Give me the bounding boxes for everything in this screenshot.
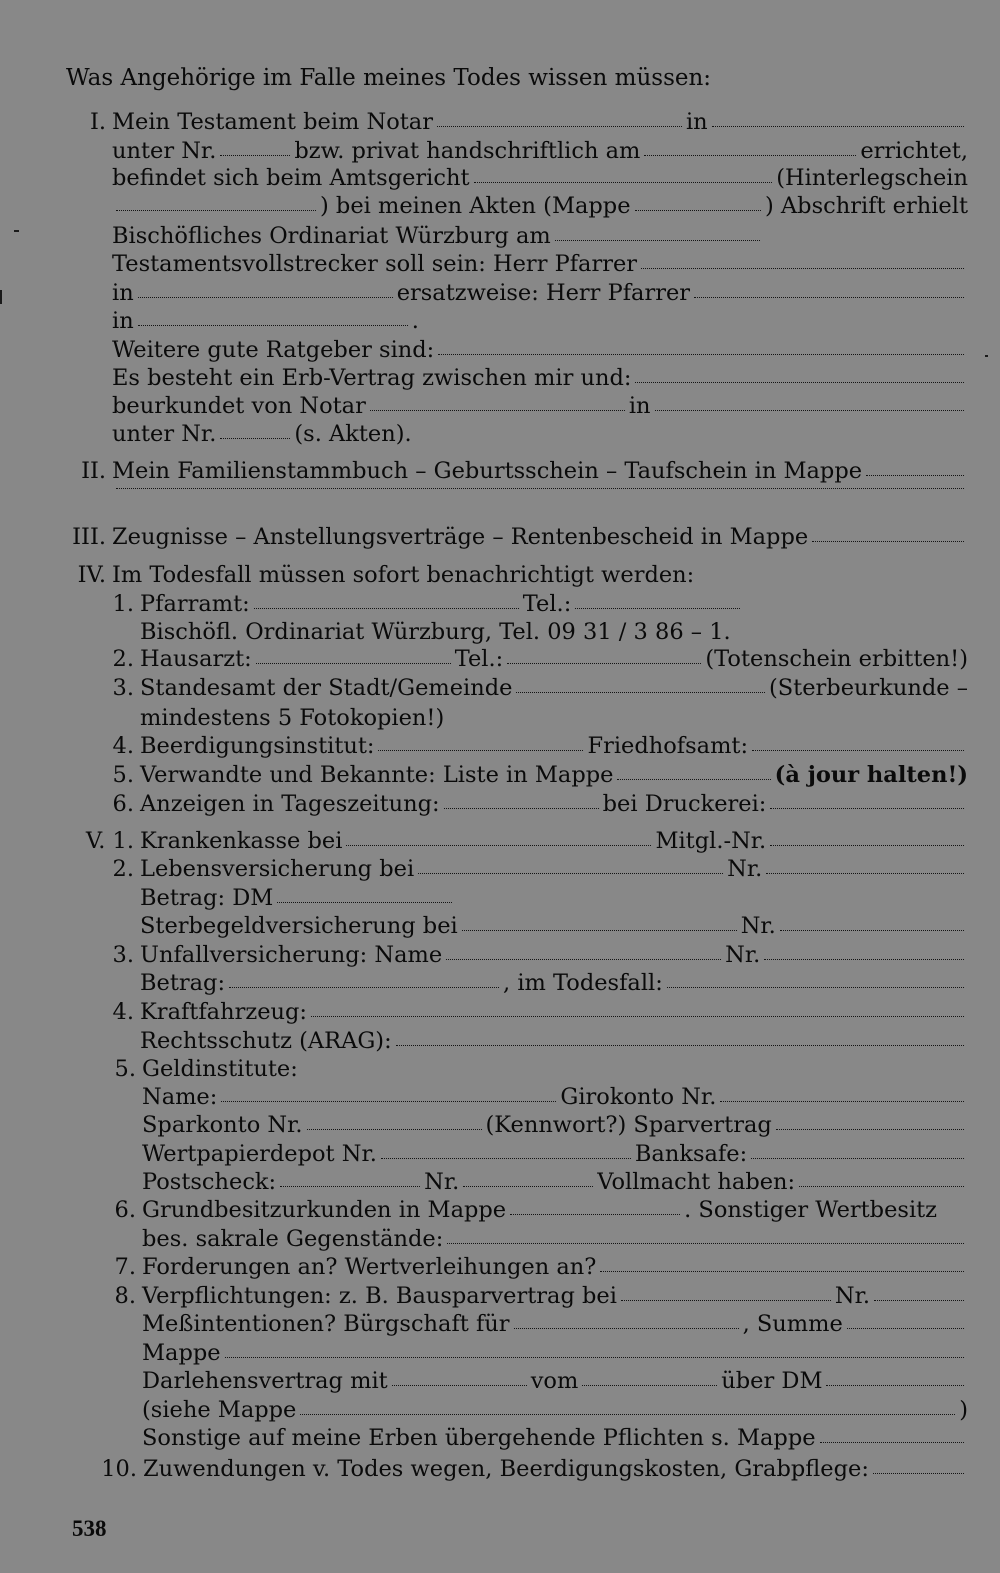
item-number: 10. xyxy=(101,1456,137,1482)
form-text: Nr. xyxy=(424,1169,460,1195)
form-text: (Hinterlegschein xyxy=(776,165,968,191)
item-number: 7. xyxy=(114,1254,136,1280)
blank-fill-line[interactable] xyxy=(221,1101,556,1102)
form-text: . Sonstiger Wertbesitz xyxy=(684,1197,938,1223)
blank-fill-line[interactable] xyxy=(641,268,964,269)
blank-fill-line[interactable] xyxy=(220,438,290,439)
form-text: Lebensversicherung bei xyxy=(140,856,415,882)
item-number: 3. xyxy=(112,675,134,701)
form-text: Unfallversicherung: Name xyxy=(140,942,443,968)
form-line xyxy=(112,490,968,519)
form-text: Sterbegeldversicherung bei xyxy=(140,913,458,939)
form-line xyxy=(142,1424,968,1453)
blank-fill-line[interactable] xyxy=(770,845,964,846)
form-line xyxy=(114,1282,968,1311)
form-text: Mein Familienstammbuch – Geburtsschein – Taufschein in Mappe xyxy=(112,458,863,484)
form-line xyxy=(85,827,968,856)
form-text: Beerdigungsinstitut: xyxy=(140,733,375,759)
blank-fill-line[interactable] xyxy=(396,1045,964,1046)
blank-fill-line[interactable] xyxy=(220,155,290,156)
form-text: Forderungen an? Wertverleihungen an? xyxy=(142,1254,597,1280)
scan-speck xyxy=(985,355,988,357)
blank-fill-line[interactable] xyxy=(780,930,964,931)
form-text: Friedhofsamt: xyxy=(587,733,749,759)
form-text: über DM xyxy=(721,1368,823,1394)
form-line xyxy=(112,222,968,251)
form-text: in xyxy=(112,280,134,306)
form-text: , im Todesfall: xyxy=(503,970,663,996)
form-text: Nr. xyxy=(725,942,761,968)
blank-fill-line[interactable] xyxy=(311,1016,964,1017)
scan-speck xyxy=(0,290,2,304)
form-line xyxy=(142,1083,968,1112)
form-text: Weitere gute Ratgeber sind: xyxy=(112,337,435,363)
form-text: bei Druckerei: xyxy=(602,791,767,817)
blank-fill-line[interactable] xyxy=(575,608,740,609)
form-text: Nr. xyxy=(740,913,776,939)
item-number: 4. xyxy=(112,999,134,1025)
form-text: Verpflichtungen: z. B. Bausparvertrag bei xyxy=(142,1283,617,1309)
form-text: (Kennwort?) Sparvertrag xyxy=(485,1112,772,1138)
form-text: in xyxy=(628,393,651,419)
form-text: (siehe Mappe xyxy=(142,1397,297,1423)
item-number: 5. xyxy=(114,1056,136,1082)
form-text: ) bei meinen Akten (Mappe xyxy=(320,193,631,219)
form-text: unter Nr. xyxy=(112,421,217,447)
form-text: Name: xyxy=(142,1084,218,1110)
blank-fill-line[interactable] xyxy=(437,126,682,127)
form-line xyxy=(142,1310,968,1339)
form-line xyxy=(89,108,968,137)
form-line xyxy=(72,523,968,552)
form-text: (à jour halten!) xyxy=(774,762,968,788)
form-text: Zuwendungen v. Todes wegen, Beerdigungskosten, Grabpflege: xyxy=(143,1456,869,1482)
blank-fill-line[interactable] xyxy=(617,779,770,780)
blank-fill-line[interactable] xyxy=(256,663,451,664)
form-text: ) xyxy=(959,1397,968,1423)
blank-fill-line[interactable] xyxy=(873,1473,964,1474)
form-text: Mappe xyxy=(142,1340,221,1366)
form-text: Betrag: xyxy=(140,970,226,996)
form-text: Meßintentionen? Bürgschaft für xyxy=(142,1311,510,1337)
blank-fill-line[interactable] xyxy=(277,902,452,903)
blank-fill-line[interactable] xyxy=(370,410,625,411)
blank-fill-line[interactable] xyxy=(510,1214,680,1215)
blank-fill-line[interactable] xyxy=(438,354,964,355)
blank-fill-line[interactable] xyxy=(307,1129,482,1130)
form-text: (Sterbeurkunde – xyxy=(768,675,968,701)
item-number: 5. xyxy=(112,762,134,788)
form-text: Mein Testament beim Notar xyxy=(112,109,433,135)
form-line xyxy=(101,1455,968,1484)
form-text: Testamentsvollstrecker soll sein: Herr Pfarrer xyxy=(112,251,638,277)
form-line xyxy=(112,761,968,790)
form-line xyxy=(142,1367,968,1396)
form-line xyxy=(142,1339,968,1368)
form-text: Girokonto Nr. xyxy=(560,1084,717,1110)
item-number: I. xyxy=(89,109,106,135)
form-line xyxy=(114,1055,968,1084)
form-text: Zeugnisse – Anstellungsverträge – Rentenbescheid in Mappe xyxy=(112,524,809,550)
form-text: unter Nr. xyxy=(112,138,217,164)
blank-fill-line[interactable] xyxy=(820,1442,964,1443)
blank-fill-line[interactable] xyxy=(463,1186,593,1187)
form-text: Wertpapierdepot Nr. xyxy=(142,1141,377,1167)
blank-fill-line[interactable] xyxy=(138,297,393,298)
form-text: Nr. xyxy=(727,856,763,882)
form-line xyxy=(112,590,968,619)
blank-fill-line[interactable] xyxy=(444,808,599,809)
form-text: Bischöfl. Ordinariat Würzburg, Tel. 09 31 / 3 86 – 1. xyxy=(140,619,731,645)
blank-fill-line[interactable] xyxy=(254,608,519,609)
blank-fill-line[interactable] xyxy=(516,692,765,693)
blank-fill-line[interactable] xyxy=(752,750,964,751)
form-text: befindet sich beim Amtsgericht xyxy=(112,165,470,191)
item-number: II. xyxy=(81,458,106,484)
form-text: Hausarzt: xyxy=(140,646,252,672)
form-line xyxy=(140,884,968,913)
form-line xyxy=(142,1111,968,1140)
form-line xyxy=(140,969,968,998)
form-text: Mitgl.-Nr. xyxy=(655,828,767,854)
form-text: bes. sakrale Gegenstände: xyxy=(142,1226,444,1252)
blank-fill-line[interactable] xyxy=(635,210,761,211)
form-text: errichtet, xyxy=(860,138,968,164)
form-line xyxy=(81,457,968,486)
form-text: Im Todesfall müssen sofort benachrichtigt werden: xyxy=(112,562,695,588)
blank-fill-line[interactable] xyxy=(582,1385,717,1386)
form-line xyxy=(140,704,968,733)
form-line xyxy=(112,790,968,819)
form-line xyxy=(112,732,968,761)
item-number: 4. xyxy=(112,733,134,759)
blank-fill-line[interactable] xyxy=(300,1414,955,1415)
form-line xyxy=(112,279,968,308)
form-line xyxy=(140,618,968,647)
form-line xyxy=(112,164,968,193)
form-text: Krankenkasse bei xyxy=(140,828,343,854)
blank-fill-line[interactable] xyxy=(229,987,499,988)
form-text: Anzeigen in Tageszeitung: xyxy=(140,791,440,817)
form-text: in xyxy=(685,109,708,135)
form-text: Es besteht ein Erb-Vertrag zwischen mir und: xyxy=(112,365,632,391)
form-line xyxy=(112,645,968,674)
form-line xyxy=(112,998,968,1027)
blank-fill-line[interactable] xyxy=(600,1271,964,1272)
form-line xyxy=(112,336,968,365)
blank-fill-line[interactable] xyxy=(667,987,964,988)
item-number: 6. xyxy=(114,1197,136,1223)
blank-fill-line[interactable] xyxy=(280,1186,420,1187)
scan-speck xyxy=(14,230,19,232)
blank-fill-line[interactable] xyxy=(514,1328,739,1329)
blank-fill-line[interactable] xyxy=(799,1186,964,1187)
blank-fill-line[interactable] xyxy=(712,126,964,127)
form-line xyxy=(114,1196,968,1225)
blank-fill-line[interactable] xyxy=(866,475,964,476)
form-text: (s. Akten). xyxy=(294,421,412,447)
blank-fill-line[interactable] xyxy=(418,873,723,874)
form-text: , Summe xyxy=(742,1311,843,1337)
form-text: Postscheck: xyxy=(142,1169,277,1195)
page-number: 538 xyxy=(72,1516,107,1541)
form-line xyxy=(112,941,968,970)
item-number: V. 1. xyxy=(85,828,134,854)
blank-fill-line[interactable] xyxy=(116,488,964,489)
form-text: Banksafe: xyxy=(634,1141,748,1167)
item-number: 1. xyxy=(112,591,134,617)
blank-fill-line[interactable] xyxy=(446,959,721,960)
form-text: ) Abschrift erhielt xyxy=(764,193,968,219)
form-line xyxy=(112,192,968,221)
form-line xyxy=(142,1140,968,1169)
blank-fill-line[interactable] xyxy=(764,959,964,960)
item-number: 2. xyxy=(112,856,134,882)
blank-fill-line[interactable] xyxy=(720,1101,964,1102)
form-line xyxy=(140,912,968,941)
blank-fill-line[interactable] xyxy=(644,155,856,156)
blank-fill-line[interactable] xyxy=(621,1300,831,1301)
blank-fill-line[interactable] xyxy=(635,382,964,383)
blank-fill-line[interactable] xyxy=(766,873,964,874)
form-line xyxy=(112,674,968,703)
blank-fill-line[interactable] xyxy=(225,1357,964,1358)
form-line xyxy=(142,1396,968,1425)
form-heading: Was Angehörige im Falle meines Todes wissen müssen: xyxy=(66,65,712,91)
form-text: mindestens 5 Fotokopien!) xyxy=(140,705,445,731)
form-text: Tel.: xyxy=(454,646,504,672)
form-line xyxy=(142,1168,968,1197)
form-text: vom xyxy=(530,1368,579,1394)
form-line xyxy=(77,561,968,590)
blank-fill-line[interactable] xyxy=(507,663,701,664)
blank-fill-line[interactable] xyxy=(812,541,964,542)
blank-fill-line[interactable] xyxy=(138,325,408,326)
form-text: beurkundet von Notar xyxy=(112,393,366,419)
form-line xyxy=(112,364,968,393)
form-text: Tel.: xyxy=(522,591,572,617)
form-text: Sonstige auf meine Erben übergehende Pflichten s. Mappe xyxy=(142,1425,816,1451)
item-number: IV. xyxy=(77,562,106,588)
form-text: Rechtsschutz (ARAG): xyxy=(140,1028,392,1054)
blank-fill-line[interactable] xyxy=(346,845,651,846)
form-text: Betrag: DM xyxy=(140,885,274,911)
form-line xyxy=(112,137,968,166)
blank-fill-line[interactable] xyxy=(462,930,737,931)
form-line xyxy=(112,250,968,279)
form-text: Geldinstitute: xyxy=(142,1056,298,1082)
blank-fill-line[interactable] xyxy=(116,210,316,211)
form-line xyxy=(112,307,968,336)
form-text: Pfarramt: xyxy=(140,591,250,617)
blank-fill-line[interactable] xyxy=(378,750,583,751)
form-text: Kraftfahrzeug: xyxy=(140,999,307,1025)
blank-fill-line[interactable] xyxy=(776,1129,964,1130)
form-text: Darlehensvertrag mit xyxy=(142,1368,388,1394)
item-number: 2. xyxy=(112,646,134,672)
blank-fill-line[interactable] xyxy=(847,1328,964,1329)
blank-fill-line[interactable] xyxy=(474,182,773,183)
form-text: . xyxy=(411,308,419,334)
form-text: Vollmacht haben: xyxy=(597,1169,796,1195)
blank-fill-line[interactable] xyxy=(694,297,964,298)
form-line xyxy=(114,1253,968,1282)
item-number: III. xyxy=(72,524,106,550)
blank-fill-line[interactable] xyxy=(874,1300,964,1301)
item-number: 8. xyxy=(114,1283,136,1309)
blank-fill-line[interactable] xyxy=(655,410,964,411)
blank-fill-line[interactable] xyxy=(447,1243,964,1244)
blank-fill-line[interactable] xyxy=(555,240,760,241)
form-text: (Totenschein erbitten!) xyxy=(705,646,968,672)
form-text: Verwandte und Bekannte: Liste in Mappe xyxy=(140,762,614,788)
form-text: Grundbesitzurkunden in Mappe xyxy=(142,1197,507,1223)
form-text: bzw. privat handschriftlich am xyxy=(294,138,641,164)
blank-fill-line[interactable] xyxy=(381,1158,631,1159)
form-text: ersatzweise: Herr Pfarrer xyxy=(396,280,691,306)
form-line xyxy=(112,855,968,884)
form-text: Standesamt der Stadt/Gemeinde xyxy=(140,675,513,701)
blank-fill-line[interactable] xyxy=(770,808,964,809)
form-line xyxy=(112,420,968,449)
blank-fill-line[interactable] xyxy=(751,1158,964,1159)
form-text: Bischöfliches Ordinariat Würzburg am xyxy=(112,223,551,249)
blank-fill-line[interactable] xyxy=(826,1385,964,1386)
blank-fill-line[interactable] xyxy=(392,1385,527,1386)
item-number: 3. xyxy=(112,942,134,968)
form-line xyxy=(142,1225,968,1254)
form-line xyxy=(112,392,968,421)
form-text: in xyxy=(112,308,134,334)
form-text: Nr. xyxy=(834,1283,870,1309)
item-number: 6. xyxy=(112,791,134,817)
form-line xyxy=(140,1027,968,1056)
form-text: Sparkonto Nr. xyxy=(142,1112,303,1138)
